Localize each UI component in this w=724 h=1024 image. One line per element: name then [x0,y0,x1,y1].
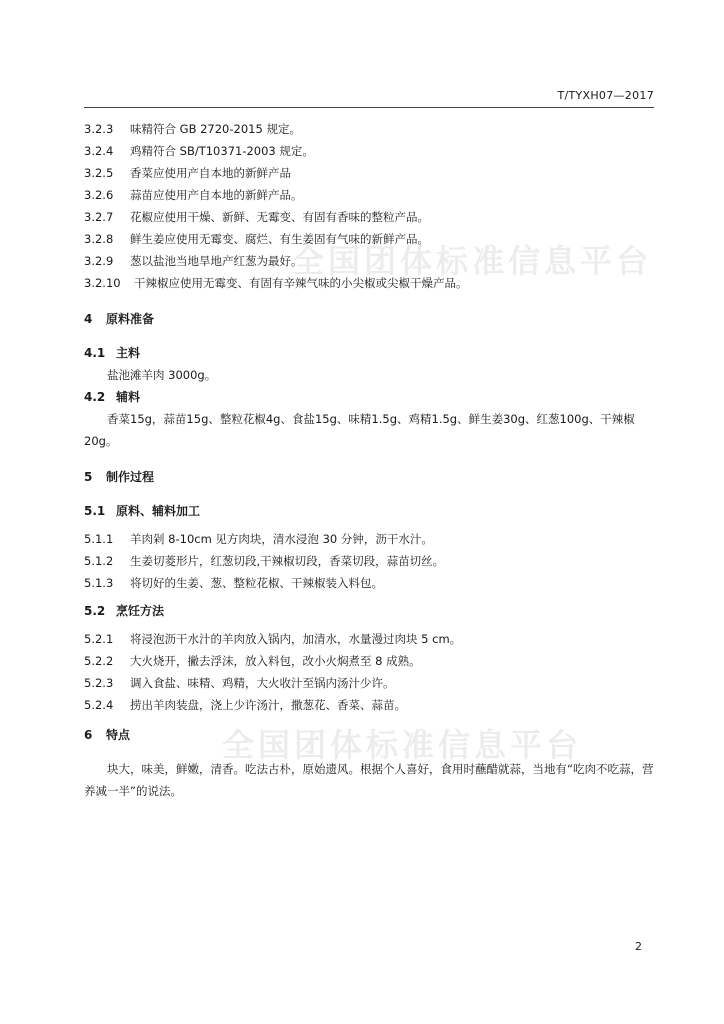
clause-number: 5.1.2 [84,554,114,568]
clause-text: 鲜生姜应使用无霉变、腐烂、有生姜固有气味的新鲜产品。 [130,232,429,246]
section-title: 制作过程 [106,470,155,484]
clause-number: 5.2.3 [84,676,114,690]
clause-5-1-3 [84,572,654,594]
section-heading-4 [84,308,654,330]
clause-text: 生姜切菱形片，红葱切段,干辣椒切段，香菜切段，蒜苗切丝。 [130,554,445,568]
subsection-number: 5.1 [84,504,106,518]
clause-3-2-10 [84,272,654,294]
subsection-heading-5-1 [84,500,654,522]
clause-3-2-6 [84,184,654,206]
clause-3-2-9 [84,250,654,272]
clause-3-2-8 [84,228,654,250]
clause-text: 香菜应使用产自本地的新鲜产品 [130,166,291,180]
section-title: 特点 [106,728,131,742]
clause-number: 3.2.4 [84,144,114,158]
section-heading-5 [84,466,654,488]
clause-text: 将浸泡沥干水汁的羊肉放入锅内，加清水，水量漫过肉块 5 cm。 [130,632,462,646]
section-heading-6 [84,724,654,746]
clause-text: 捞出羊肉装盘，浇上少许汤汁，撒葱花、香菜、蒜苗。 [130,698,406,712]
clause-text: 葱以盐池当地旱地产红葱为最好。 [130,254,303,268]
clause-number: 3.2.3 [84,122,114,136]
clause-number: 3.2.10 [84,276,121,290]
clause-number: 5.2.2 [84,654,114,668]
clause-text: 调入食盐、味精、鸡精，大火收汁至锅内汤汁少许。 [130,676,395,690]
subsection-number: 4.2 [84,390,106,404]
subsection-number: 5.2 [84,604,106,618]
subsection-heading-5-2 [84,600,654,622]
subsection-title: 主料 [116,346,141,360]
clause-number: 3.2.8 [84,232,114,246]
document-body [84,118,654,802]
clause-text: 大火烧开，撇去浮沫，放入料包，改小火焖煮至 8 成熟。 [130,654,421,668]
clause-text: 将切好的生姜、葱、整粒花椒、干辣椒装入料包。 [130,576,383,590]
clause-5-2-1 [84,628,654,650]
section-number: 4 [84,312,93,326]
clause-text: 蒜苗应使用产自本地的新鲜产品。 [130,188,303,202]
page-number: 2 [635,940,642,953]
subsection-heading-4-1 [84,342,654,364]
section-title: 原料准备 [106,312,155,326]
clause-number: 3.2.6 [84,188,114,202]
clause-text: 味精符合 GB 2720-2015 规定。 [130,122,301,136]
clause-text: 羊肉剁 8-10cm 见方肉块，清水浸泡 30 分钟，沥干水汁。 [130,532,433,546]
clause-number: 3.2.5 [84,166,114,180]
clause-number: 5.1.3 [84,576,114,590]
clause-3-2-4 [84,140,654,162]
clause-text: 干辣椒应使用无霉变、有固有辛辣气味的小尖椒或尖椒干燥产品。 [134,276,468,290]
clause-number: 3.2.7 [84,210,114,224]
section-number: 6 [84,728,93,742]
clause-number: 5.2.4 [84,698,114,712]
clause-number: 5.1.1 [84,532,114,546]
section-number: 5 [84,470,93,484]
clause-5-1-1 [84,528,654,550]
header-rule [84,107,654,108]
clause-number: 5.2.1 [84,632,114,646]
clause-5-1-2 [84,550,654,572]
clause-5-2-3 [84,672,654,694]
watermark: 全国团体标准信息平台 [221,726,582,764]
watermark: 全国团体标准信息平台 [291,242,652,280]
clause-5-2-4 [84,694,654,716]
clause-3-2-5 [84,162,654,184]
clause-3-2-7 [84,206,654,228]
subsection-title: 原料、辅料加工 [116,504,201,518]
features-text: 块大，味美，鲜嫩，清香。吃法古朴，原始遗风。根据个人喜好，食用时蘸醋就蒜，当地有“吃肉不吃蒜，营养减一半”的说法。 [84,762,654,798]
auxiliary-ingredient-text: 香菜15g，蒜苗15g、整粒花椒4g、食盐15g、味精1.5g、鸡精1.5g、鲜生姜30g、红葱100g、干辣椒20g。 [84,412,635,448]
subsection-heading-4-2 [84,386,654,408]
clause-text: 鸡精符合 SB/T10371-2003 规定。 [130,144,314,158]
main-ingredient-text: 盐池滩羊肉 3000g。 [107,368,217,382]
subsection-number: 4.1 [84,346,106,360]
clause-text: 花椒应使用干燥、新鲜、无霉变、有固有香味的整粒产品。 [130,210,429,224]
document-code: T/TYXH07—2017 [557,89,654,102]
clause-5-2-2 [84,650,654,672]
clause-number: 3.2.9 [84,254,114,268]
clause-3-2-3 [84,118,654,140]
subsection-title: 烹饪方法 [116,604,165,618]
subsection-title: 辅料 [116,390,141,404]
